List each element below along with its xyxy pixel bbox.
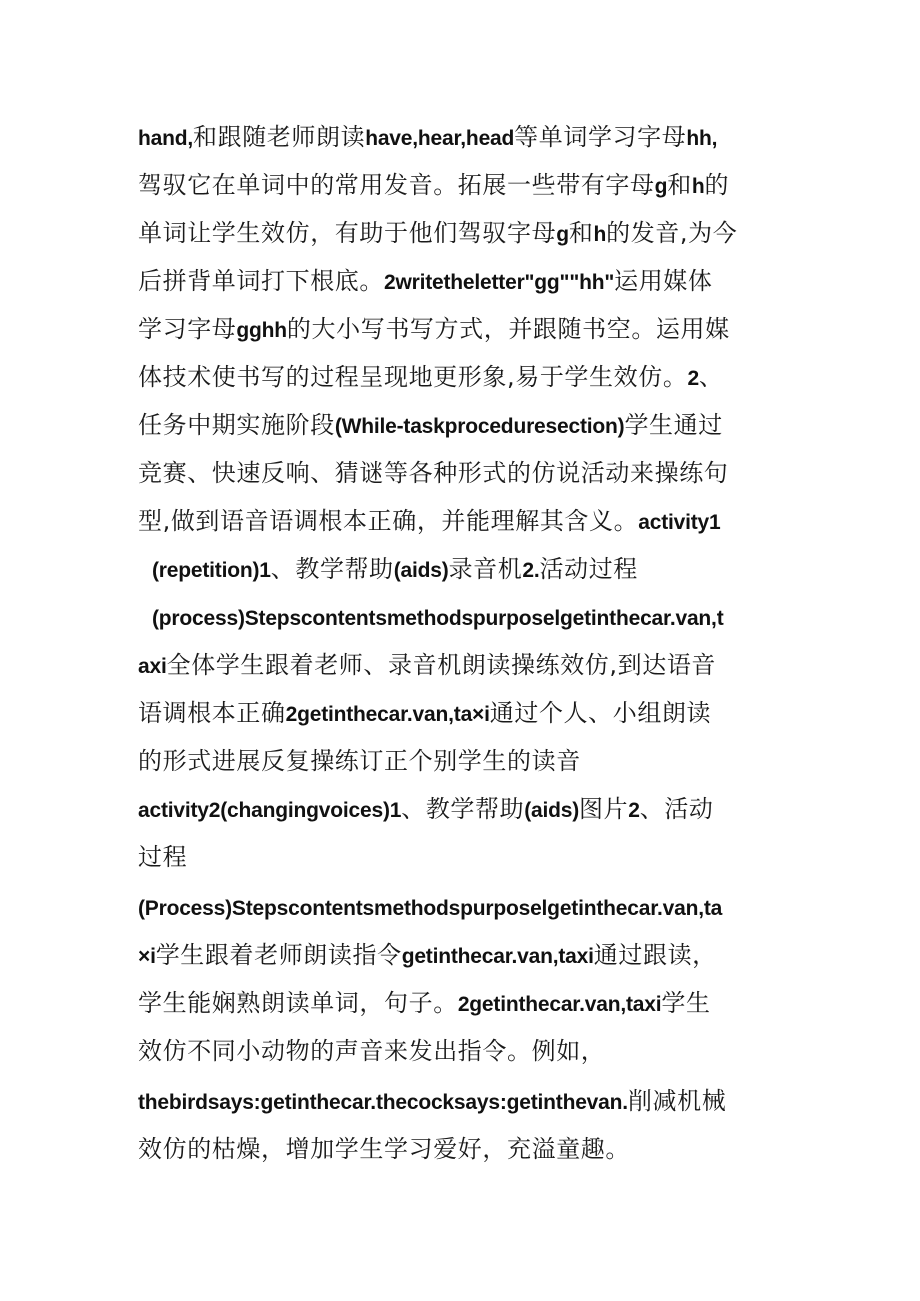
- text-run: 、教学帮助: [270, 555, 394, 583]
- text-run: 后拼背单词打下根底。: [138, 267, 384, 295]
- text-run: 等单词学习字母: [514, 123, 687, 151]
- text-line: [138, 1077, 726, 1125]
- text-run: 、: [698, 363, 724, 391]
- text-run: 过程: [138, 843, 188, 871]
- text-line: [138, 833, 187, 881]
- text-run: 学生能娴熟朗读单词，句子。: [138, 989, 458, 1017]
- text-run: 效仿不同小动物的声音来发出指令。例如，: [138, 1037, 606, 1065]
- text-run: 竞赛、快速反响、猜谜等各种形式的仿说活动来操练句: [138, 459, 729, 487]
- text-line: [138, 785, 714, 833]
- text-line: [138, 641, 716, 689]
- bold-text-run: activity2(changingvoices)1: [138, 799, 402, 822]
- bold-text-run: 2: [687, 367, 699, 390]
- text-run: 和: [667, 171, 692, 199]
- text-line: [138, 737, 581, 785]
- bold-text-run: g: [654, 175, 668, 198]
- bold-text-run: hh,: [686, 127, 718, 150]
- text-run: 全体学生跟着老师、录音机朗读操练效仿,到达语音: [166, 651, 717, 679]
- text-line: [138, 449, 728, 497]
- text-line: [138, 1027, 605, 1075]
- text-run: 的大小写书写方式，并跟随书空。运用媒: [286, 315, 730, 343]
- text-run: 通过个人、小组朗读: [489, 699, 712, 727]
- text-run: 的发音,为今: [606, 219, 738, 247]
- text-line: [138, 257, 713, 305]
- text-run: 和: [568, 219, 594, 247]
- text-line: [138, 353, 724, 401]
- text-line: [138, 305, 730, 353]
- bold-text-run: have,hear,head: [365, 127, 515, 150]
- text-run: 型,做到语音语调根本正确，并能理解其含义。: [138, 507, 639, 535]
- text-line: [138, 161, 729, 209]
- text-run: 活动过程: [539, 555, 638, 583]
- text-line: [152, 593, 724, 641]
- text-run: 和跟随老师朗读: [193, 123, 366, 151]
- bold-text-run: activity1: [638, 511, 721, 534]
- text-run: 任务中期实施阶段: [138, 411, 335, 439]
- bold-text-run: 2getinthecar.van,taxi: [457, 993, 662, 1016]
- text-run: 学生通过: [624, 411, 723, 439]
- text-run: 、活动: [639, 795, 714, 823]
- text-line: [138, 113, 717, 161]
- text-line: [138, 497, 721, 545]
- text-line: [138, 689, 711, 737]
- text-run: 的形式进展反复操练订正个别学生的读音: [138, 747, 581, 775]
- text-run: 驾驭它在单词中的常用发音。拓展一些带有字母: [138, 171, 655, 199]
- bold-text-run: (Process)Stepscontentsmethodspurposelgetinthecar.van,ta: [138, 897, 723, 920]
- bold-text-run: h: [593, 223, 607, 246]
- text-run: 的: [704, 171, 730, 199]
- text-run: 体技术使书写的过程呈现地更形象,易于学生效仿。: [138, 363, 688, 391]
- text-run: 学生跟着老师朗读指令: [155, 941, 402, 969]
- bold-text-run: gghh: [236, 319, 287, 342]
- bold-text-run: thebirdsays:getinthecar.thecocksays:getinthevan.: [138, 1091, 628, 1114]
- bold-text-run: hand,: [138, 127, 193, 150]
- text-line: [138, 401, 723, 449]
- bold-text-run: (While-taskproceduresection): [334, 415, 625, 438]
- bold-text-run: 2.: [522, 559, 540, 582]
- text-run: 、教学帮助: [401, 795, 525, 823]
- bold-text-run: (repetition)1: [152, 559, 271, 582]
- text-run: 效仿的枯燥，增加学生学习爱好，充溢童趣。: [138, 1135, 630, 1163]
- bold-text-run: h: [691, 175, 705, 198]
- text-line: [152, 545, 638, 593]
- bold-text-run: g: [556, 223, 569, 246]
- bold-text-run: getinthecar.van,taxi: [401, 945, 594, 968]
- bold-text-run: (aids): [524, 799, 580, 822]
- bold-text-run: ×i: [138, 945, 156, 968]
- text-run: 单词让学生效仿，有助于他们驾驭字母: [138, 219, 557, 247]
- text-line: [138, 883, 722, 931]
- bold-text-run: 2getinthecar.van,ta×i: [285, 703, 490, 726]
- text-line: [138, 209, 737, 257]
- bold-text-run: 2: [628, 799, 640, 822]
- bold-text-run: 2writetheletter"gg""hh": [384, 271, 615, 294]
- text-run: 运用媒体: [614, 267, 713, 295]
- text-run: 学习字母: [138, 315, 237, 343]
- bold-text-run: axi: [138, 655, 167, 678]
- text-run: 学生: [661, 989, 711, 1017]
- bold-text-run: (process)Stepscontentsmethodspurposelgetinthecar.van,t: [152, 607, 724, 630]
- bold-text-run: (aids): [393, 559, 449, 582]
- text-run: 语调根本正确: [138, 699, 286, 727]
- text-run: 通过跟读，: [593, 941, 717, 969]
- text-line: [138, 1125, 630, 1173]
- text-run: 削减机械: [627, 1087, 727, 1115]
- text-run: 图片: [579, 795, 629, 823]
- text-line: [138, 979, 711, 1027]
- text-run: 录音机: [448, 555, 523, 583]
- text-line: [138, 931, 717, 979]
